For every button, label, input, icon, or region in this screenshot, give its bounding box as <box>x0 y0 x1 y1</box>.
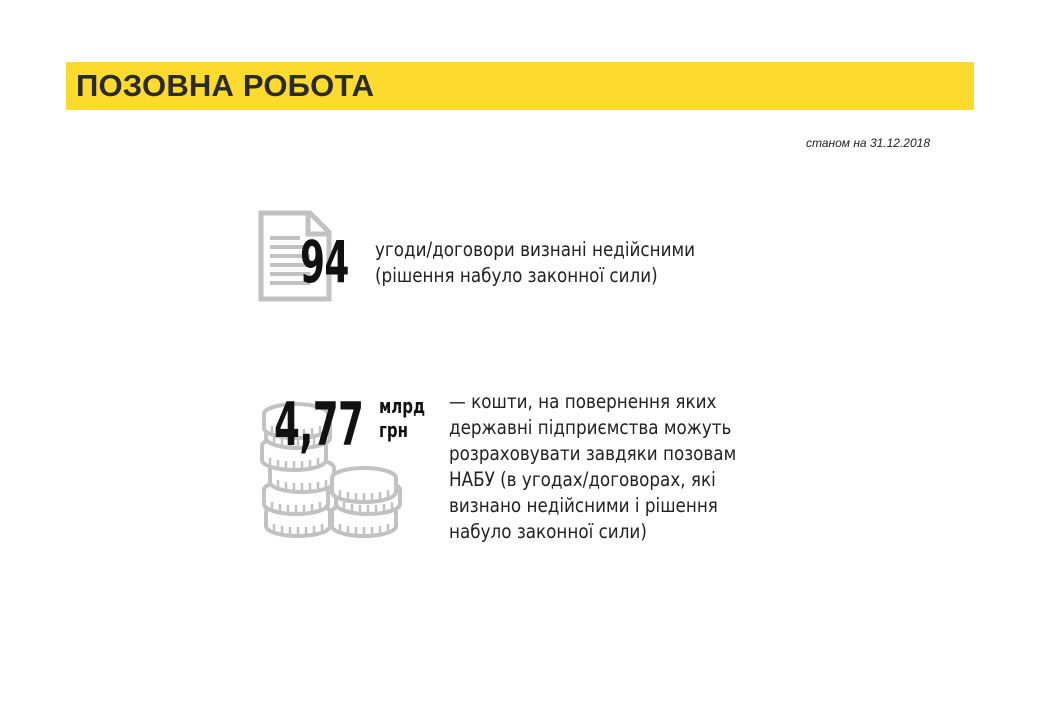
description-line: угоди/договори визнані недійсними <box>375 238 696 261</box>
description-line: — кошти, на повернення яких <box>449 390 717 413</box>
description-line: визнано недійсними і рішення <box>449 494 718 517</box>
description-line: розраховувати завдяки позовам <box>449 442 737 465</box>
stat-unit <box>379 394 425 442</box>
unit-line: грн <box>379 418 408 442</box>
stat-description-agreements <box>375 237 695 289</box>
title-bar <box>66 62 974 110</box>
description-line: державні підприємства можуть <box>449 416 732 439</box>
stat-value-funds: 4,77 <box>274 390 364 460</box>
stat-description-funds <box>449 389 736 545</box>
date-note: станом на 31.12.2018 <box>805 136 930 150</box>
description-line: НАБУ (в угодах/договорах, які <box>449 468 716 491</box>
description-line: (рішення набуло законної сили) <box>375 264 658 287</box>
page-title: ПОЗОВНА РОБОТА <box>76 68 375 103</box>
stat-value-agreements: 94 <box>300 228 349 296</box>
unit-line: млрд <box>379 394 426 418</box>
description-line: набуло законної сили) <box>449 520 647 543</box>
